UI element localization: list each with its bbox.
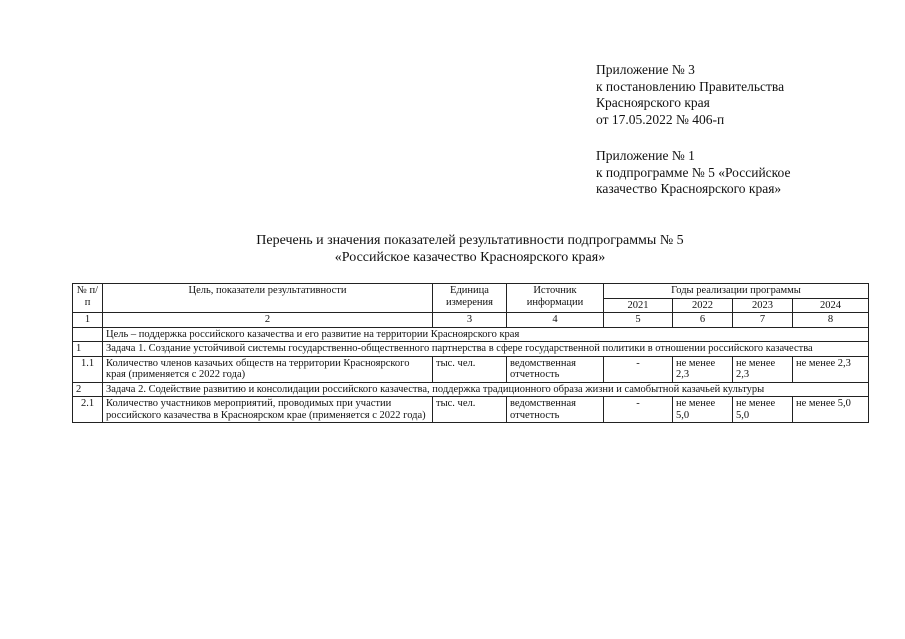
task-2-text: Задача 2. Содействие развитию и консолидации российского казачества, поддержка традиционного образа жизни и самобытной казачьей культуры: [103, 382, 869, 397]
indicator-num: 1.1: [73, 356, 103, 382]
attachment-main-line: Приложение № 3: [596, 62, 695, 77]
header-num: № п/п: [73, 284, 103, 313]
indicator-source: ведомственная отчетность: [507, 397, 604, 423]
document-title-line-2: «Российское казачество Красноярского края»: [334, 250, 606, 265]
task-1-num: 1: [73, 342, 103, 357]
indicator-unit: тыс. чел.: [433, 397, 507, 423]
attachment-sub-block: [596, 148, 790, 198]
column-number: 4: [507, 313, 604, 328]
attachment-main-line: Красноярского края: [596, 95, 710, 110]
task-2-row: [73, 382, 869, 397]
column-number: 1: [73, 313, 103, 328]
header-year-2022: 2022: [673, 298, 733, 313]
header-row-1: [73, 284, 869, 299]
indicator-row-1-1: [73, 356, 869, 382]
column-number: 5: [604, 313, 673, 328]
indicator-value-2023: не менее 5,0: [733, 397, 793, 423]
header-year-2024: 2024: [793, 298, 869, 313]
indicator-value-2021: -: [604, 356, 673, 382]
header-years-group: Годы реализации программы: [604, 284, 869, 299]
indicator-value-2021: -: [604, 397, 673, 423]
header-year-2023: 2023: [733, 298, 793, 313]
indicator-value-2024: не менее 5,0: [793, 397, 869, 423]
indicator-source: ведомственная отчетность: [507, 356, 604, 382]
indicator-text: Количество участников мероприятий, проводимых при участии российского казачества в Красноярском крае (применяется с 2022 года): [103, 397, 433, 423]
indicators-table: [72, 283, 869, 423]
indicator-row-2-1: [73, 397, 869, 423]
indicator-value-2022: не менее 5,0: [673, 397, 733, 423]
attachment-sub-line: Приложение № 1: [596, 148, 695, 163]
indicator-value-2022: не менее 2,3: [673, 356, 733, 382]
document-title: [72, 232, 868, 266]
goal-row-num: [73, 327, 103, 342]
header-unit: Единица измерения: [433, 284, 507, 313]
document-title-line-1: Перечень и значения показателей результативности подпрограммы № 5: [256, 233, 684, 248]
column-number: 8: [793, 313, 869, 328]
goal-row: [73, 327, 869, 342]
attachment-main-line: к постановлению Правительства: [596, 78, 785, 94]
column-numbers-row: [73, 313, 869, 328]
column-number: 6: [673, 313, 733, 328]
header-year-2021: 2021: [604, 298, 673, 313]
indicator-unit: тыс. чел.: [433, 356, 507, 382]
task-1-row: [73, 342, 869, 357]
attachment-main-block: [596, 62, 784, 128]
header-source: Источник информации: [507, 284, 604, 313]
goal-row-text: Цель – поддержка российского казачества и его развитие на территории Красноярского края: [103, 327, 869, 342]
indicator-text: Количество членов казачьих обществ на территории Красноярского края (применяется с 2022 года): [103, 356, 433, 382]
task-2-num: 2: [73, 382, 103, 397]
indicator-value-2023: не менее 2,3: [733, 356, 793, 382]
attachment-sub-line: к подпрограмме № 5 «Российское: [596, 164, 791, 180]
task-1-text: Задача 1. Создание устойчивой системы государственно-общественного партнерства в сфере государственной политики в отношении российского казачества: [103, 342, 869, 357]
indicator-value-2024: не менее 2,3: [793, 356, 869, 382]
column-number: 7: [733, 313, 793, 328]
attachment-main-line: от 17.05.2022 № 406-п: [596, 111, 725, 127]
indicator-num: 2.1: [73, 397, 103, 423]
column-number: 2: [103, 313, 433, 328]
column-number: 3: [433, 313, 507, 328]
attachment-sub-line: казачество Красноярского края»: [596, 181, 782, 196]
header-goal: Цель, показатели результативности: [103, 284, 433, 313]
